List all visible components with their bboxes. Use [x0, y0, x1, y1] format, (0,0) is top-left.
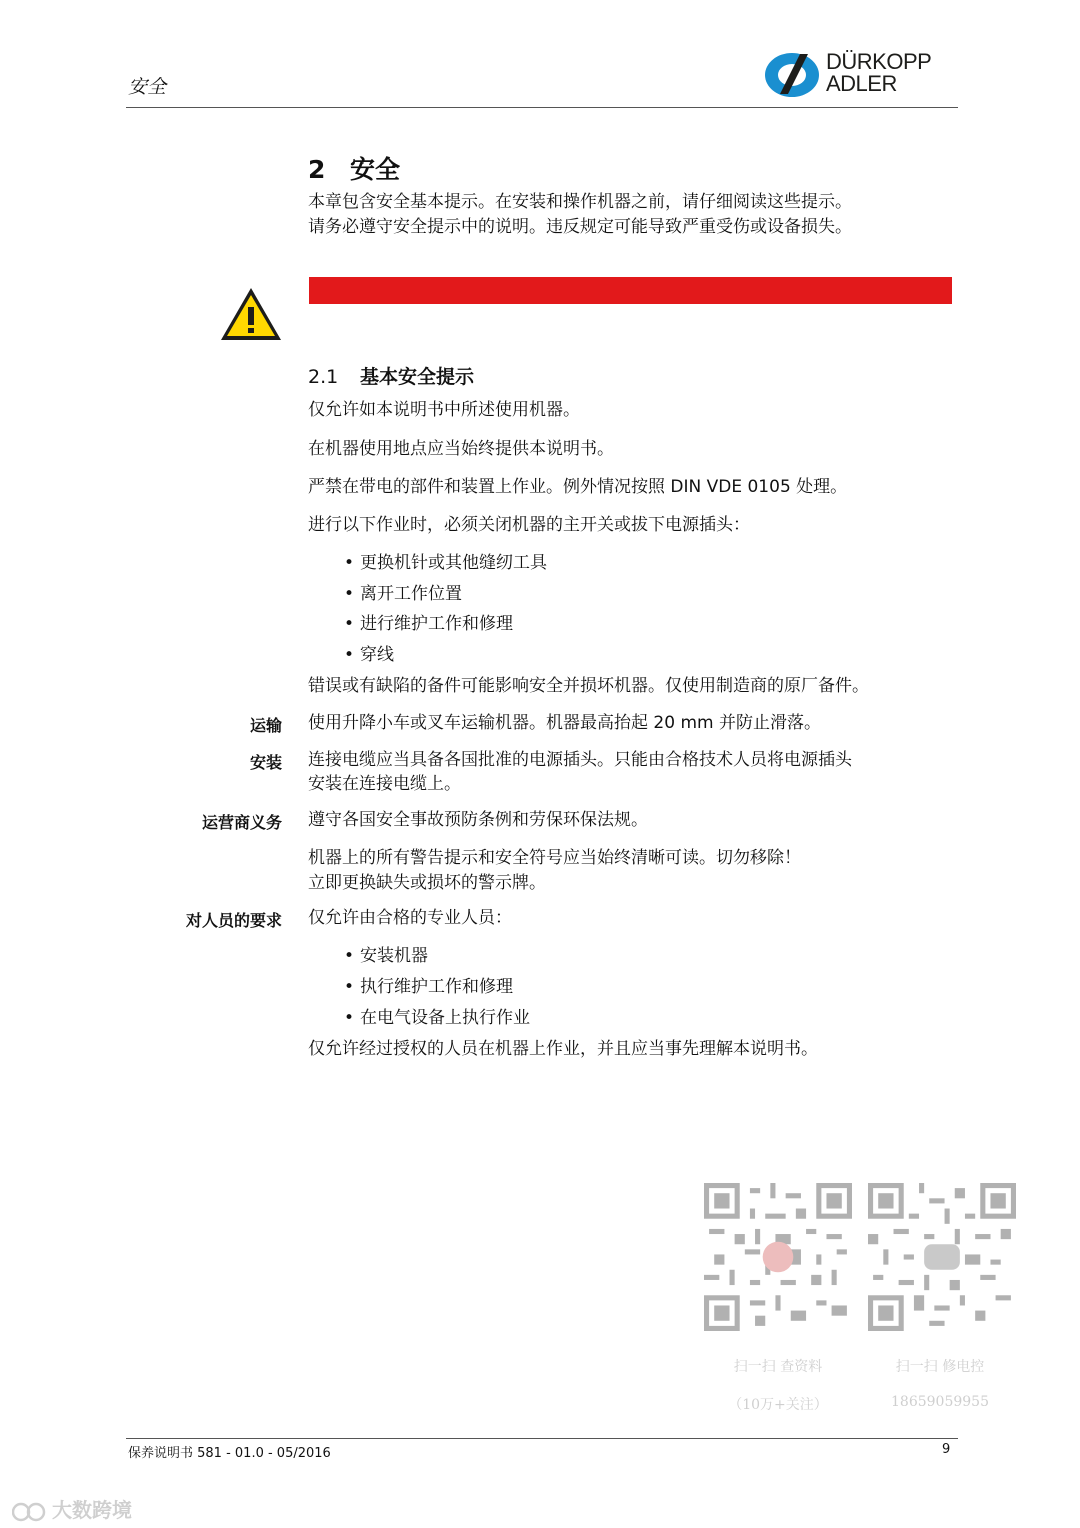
logo-line2: ADLER	[826, 71, 897, 96]
list-item: • 安装机器	[344, 944, 428, 968]
footer-rule	[126, 1438, 958, 1439]
list-item: • 更换机针或其他缝纫工具	[344, 551, 547, 575]
warning-bar	[309, 277, 952, 304]
operator-line2: 机器上的所有警告提示和安全符号应当始终清晰可读。切勿移除！	[308, 848, 801, 868]
list-item: • 进行维护工作和修理	[344, 612, 513, 636]
chapter-title: 安全	[350, 155, 401, 184]
logo-mark-icon	[762, 50, 824, 100]
logo-line1: DÜRKOPP	[826, 49, 932, 74]
warning-triangle-icon	[218, 285, 284, 343]
chapter-intro-line2: 请务必遵守安全提示中的说明。违反规定可能导致严重受伤或设备损失。	[308, 217, 852, 237]
transport-text: 使用升降小车或叉车运输机器。机器最高抬起 20 mm 并防止滑落。	[308, 713, 821, 733]
list-item: • 在电气设备上执行作业	[344, 1006, 530, 1030]
install-line2: 安装在连接电缆上。	[308, 774, 461, 794]
chapter-number: 2	[308, 155, 326, 184]
paragraph-4: 进行以下作业时，必须关闭机器的主开关或拔下电源插头：	[308, 515, 750, 535]
operator-label: 运营商义务	[201, 813, 282, 832]
section-number: 2.1	[308, 366, 339, 388]
qr-right-caption2: 18659059955	[891, 1394, 989, 1410]
list-item: • 执行维护工作和修理	[344, 975, 513, 999]
paragraph-3: 严禁在带电的部件和装置上作业。例外情况按照 DIN VDE 0105 处理。	[308, 477, 848, 497]
list-item: • 穿线	[344, 643, 394, 667]
paragraph-last: 仅允许经过授权的人员在机器上作业，并且应当事先理解本说明书。	[308, 1039, 818, 1059]
header-section-title: 安全	[128, 76, 167, 98]
paragraph-2: 在机器使用地点应当始终提供本说明书。	[308, 439, 614, 459]
qr-code-right[interactable]	[868, 1183, 1016, 1331]
watermark-logo-icon	[12, 1501, 48, 1523]
chapter-intro-line1: 本章包含安全基本提示。在安装和操作机器之前，请仔细阅读这些提示。	[308, 192, 852, 212]
install-label: 安装	[249, 753, 282, 772]
personnel-label: 对人员的要求	[185, 911, 282, 930]
durkopp-adler-logo	[762, 50, 957, 100]
paragraph-1: 仅允许如本说明书中所述使用机器。	[308, 400, 580, 420]
chapter-heading	[308, 150, 400, 186]
personnel-text: 仅允许由合格的专业人员：	[308, 908, 512, 928]
watermark-text: 大数跨境	[52, 1498, 132, 1522]
section-title: 基本安全提示	[360, 366, 475, 388]
qr-right-caption1: 扫一扫 修电控	[895, 1359, 985, 1375]
list-item: • 离开工作位置	[344, 582, 462, 606]
qr-left-caption2: （10万+关注）	[728, 1397, 828, 1413]
operator-text: 遵守各国安全事故预防条例和劳保环保法规。	[308, 810, 648, 830]
header-rule	[126, 107, 958, 108]
install-line1: 连接电缆应当具备各国批准的电源插头。只能由合格技术人员将电源插头	[308, 750, 852, 770]
qr-code-left[interactable]	[704, 1183, 852, 1331]
operator-line3: 立即更换缺失或损坏的警示牌。	[308, 873, 546, 893]
paragraph-5: 错误或有缺陷的备件可能影响安全并损坏机器。仅使用制造商的原厂备件。	[308, 676, 869, 696]
footer-page-number: 9	[942, 1442, 951, 1457]
qr-left-caption1: 扫一扫 查资料	[733, 1359, 823, 1375]
section-heading	[308, 362, 474, 389]
watermark	[12, 1494, 132, 1523]
footer-document-id: 保养说明书 581 - 01.0 - 05/2016	[128, 1446, 331, 1461]
transport-label: 运输	[249, 716, 282, 735]
